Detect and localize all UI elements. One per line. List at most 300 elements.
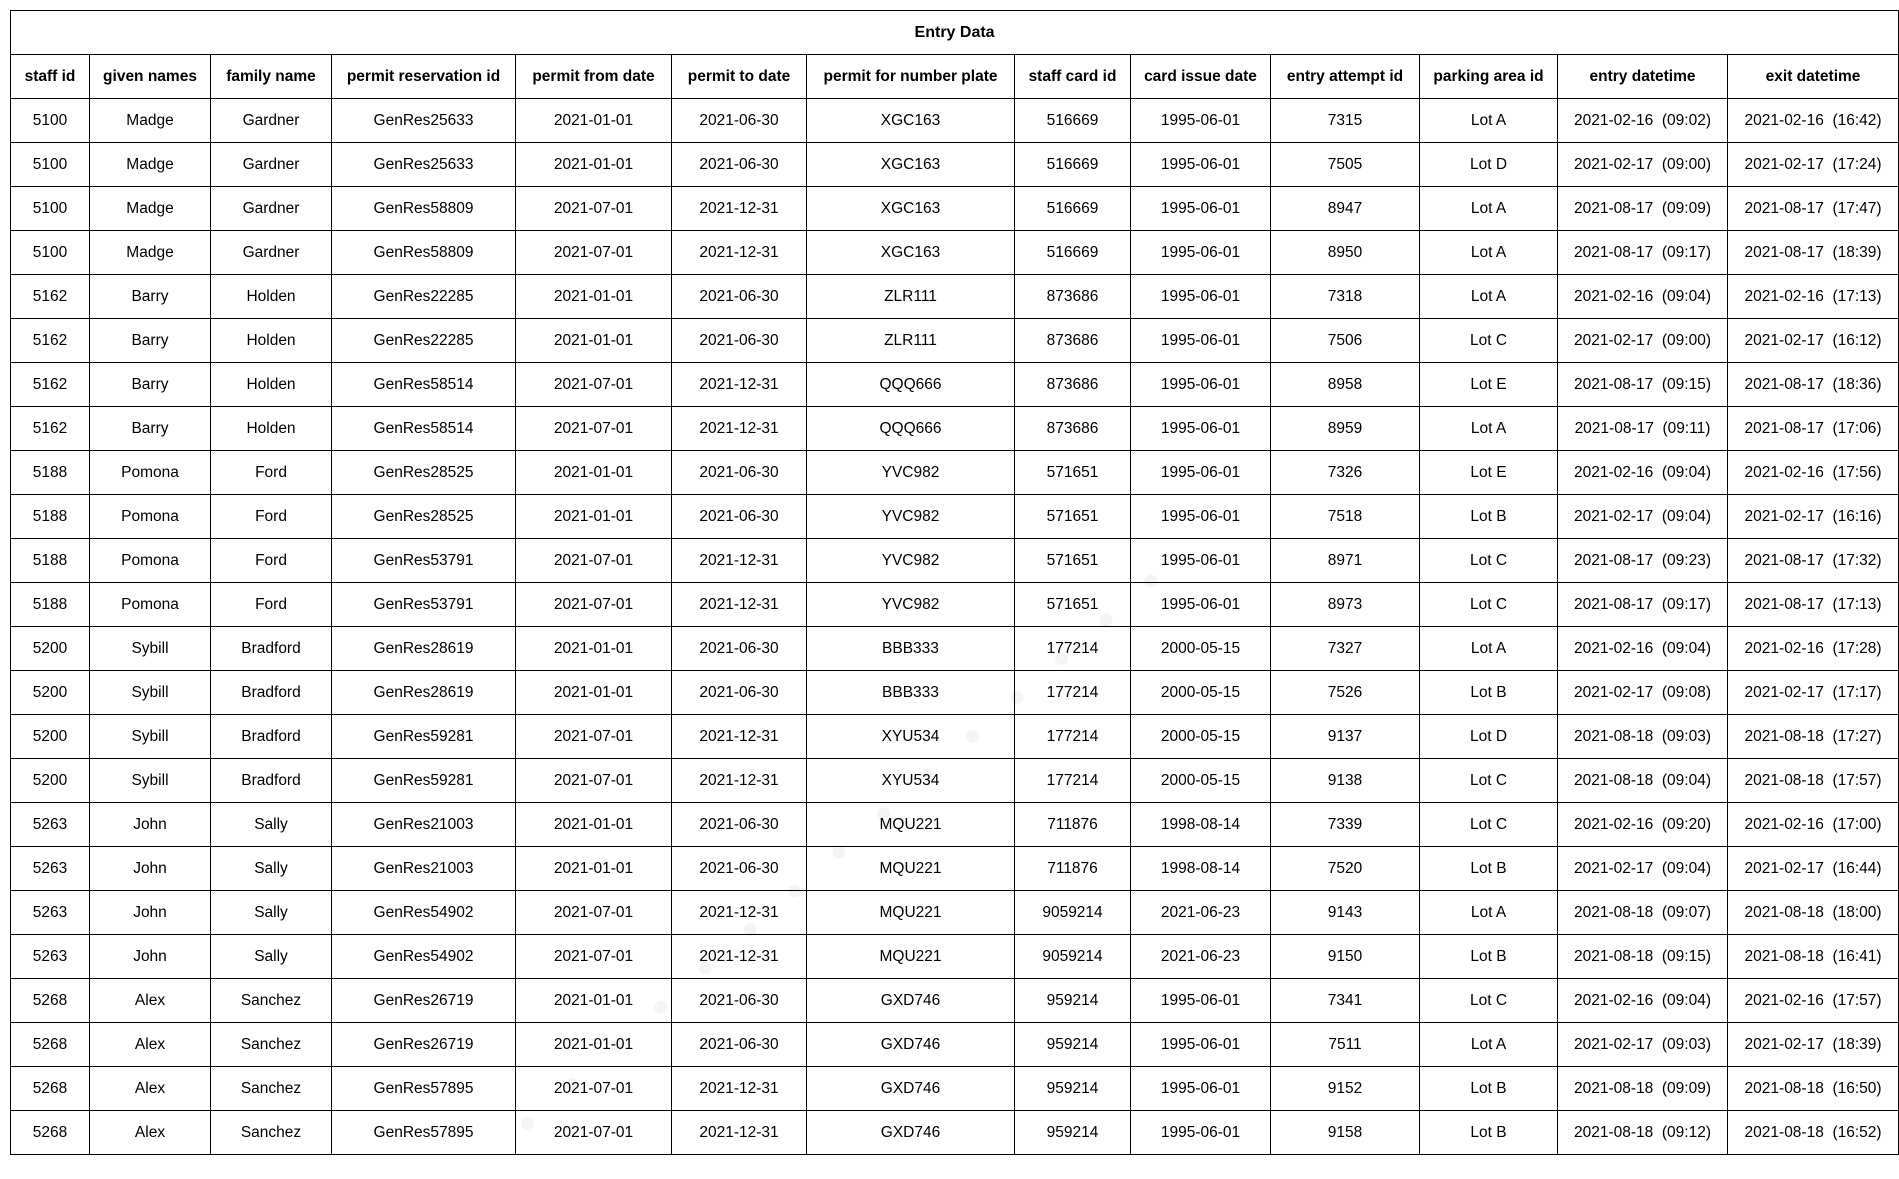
table-cell: 2021-01-01 [516,275,672,319]
table-cell: 1995-06-01 [1131,1023,1271,1067]
table-cell: Sally [211,803,332,847]
table-cell: 2021-02-17 (09:03) [1558,1023,1728,1067]
table-cell: 2021-02-17 (16:44) [1728,847,1899,891]
table-cell: Holden [211,363,332,407]
table-cell: 873686 [1015,319,1131,363]
table-cell: GenRes54902 [332,891,516,935]
table-cell: Sybill [90,627,211,671]
table-cell: 2021-08-17 (17:32) [1728,539,1899,583]
table-cell: 2021-08-17 (18:39) [1728,231,1899,275]
table-cell: GenRes59281 [332,715,516,759]
table-cell: 2021-12-31 [672,363,807,407]
table-cell: 2021-01-01 [516,1023,672,1067]
column-header: card issue date [1131,55,1271,99]
table-cell: 2021-02-17 (17:24) [1728,143,1899,187]
table-cell: Sally [211,935,332,979]
table-cell: 8959 [1271,407,1420,451]
table-cell: 1995-06-01 [1131,495,1271,539]
table-cell: 7341 [1271,979,1420,1023]
table-cell: 5268 [11,1111,90,1155]
table-cell: XYU534 [807,759,1015,803]
table-cell: Madge [90,143,211,187]
table-row [11,451,1899,495]
table-row [11,627,1899,671]
column-header: permit for number plate [807,55,1015,99]
table-cell: 2021-12-31 [672,407,807,451]
table-cell: 2021-02-17 (09:08) [1558,671,1728,715]
table-cell: 2021-07-01 [516,231,672,275]
table-cell: 2021-07-01 [516,891,672,935]
column-header: family name [211,55,332,99]
table-cell: 2021-01-01 [516,847,672,891]
table-cell: 2021-01-01 [516,979,672,1023]
table-row [11,407,1899,451]
column-header: given names [90,55,211,99]
table-cell: 1998-08-14 [1131,803,1271,847]
column-header: parking area id [1420,55,1558,99]
table-cell: 7526 [1271,671,1420,715]
table-cell: 2000-05-15 [1131,759,1271,803]
table-cell: 2021-08-17 (09:11) [1558,407,1728,451]
table-cell: YVC982 [807,583,1015,627]
table-cell: 2021-08-17 (09:15) [1558,363,1728,407]
table-cell: GenRes26719 [332,1023,516,1067]
table-cell: 2021-12-31 [672,539,807,583]
table-cell: 2021-12-31 [672,187,807,231]
table-cell: YVC982 [807,495,1015,539]
table-cell: Holden [211,407,332,451]
table-cell: 2021-12-31 [672,583,807,627]
table-cell: 711876 [1015,847,1131,891]
table-cell: Gardner [211,231,332,275]
table-cell: 1995-06-01 [1131,319,1271,363]
table-cell: 5162 [11,407,90,451]
table-cell: 2021-12-31 [672,935,807,979]
column-header: staff card id [1015,55,1131,99]
table-cell: Gardner [211,143,332,187]
table-cell: 1995-06-01 [1131,187,1271,231]
table-cell: Madge [90,99,211,143]
table-cell: 5100 [11,231,90,275]
table-row [11,539,1899,583]
table-cell: 2021-08-17 (09:09) [1558,187,1728,231]
column-header-row [11,55,1899,99]
table-cell: 7326 [1271,451,1420,495]
table-cell: 1995-06-01 [1131,539,1271,583]
table-row [11,319,1899,363]
table-cell: 2021-12-31 [672,1067,807,1111]
table-cell: 2021-02-16 (17:57) [1728,979,1899,1023]
table-cell: Holden [211,319,332,363]
table-cell: 7520 [1271,847,1420,891]
table-cell: 2021-07-01 [516,539,672,583]
table-cell: 8973 [1271,583,1420,627]
table-cell: Lot B [1420,495,1558,539]
table-cell: Alex [90,1067,211,1111]
table-cell: Barry [90,363,211,407]
table-cell: 9158 [1271,1111,1420,1155]
table-cell: 2021-08-17 (09:17) [1558,583,1728,627]
table-cell: 2021-02-17 (09:04) [1558,495,1728,539]
table-cell: Madge [90,187,211,231]
table-cell: Lot C [1420,539,1558,583]
table-cell: 2021-02-16 (09:04) [1558,275,1728,319]
table-cell: 711876 [1015,803,1131,847]
table-cell: 2021-08-18 (16:52) [1728,1111,1899,1155]
table-cell: 5263 [11,891,90,935]
table-cell: 2021-02-16 (17:28) [1728,627,1899,671]
table-cell: Lot B [1420,671,1558,715]
table-cell: 873686 [1015,363,1131,407]
table-cell: 1995-06-01 [1131,99,1271,143]
table-cell: 2021-02-17 (18:39) [1728,1023,1899,1067]
table-cell: 2021-08-18 (18:00) [1728,891,1899,935]
table-cell: ZLR111 [807,319,1015,363]
table-cell: 2021-07-01 [516,1067,672,1111]
table-cell: Lot D [1420,715,1558,759]
table-cell: Alex [90,1023,211,1067]
table-cell: 1995-06-01 [1131,1111,1271,1155]
table-cell: 2021-06-30 [672,847,807,891]
table-cell: 2021-06-30 [672,143,807,187]
table-cell: 2021-08-17 (09:23) [1558,539,1728,583]
table-cell: Sanchez [211,979,332,1023]
table-cell: GXD746 [807,979,1015,1023]
table-cell: 516669 [1015,143,1131,187]
table-cell: 1998-08-14 [1131,847,1271,891]
table-cell: 2021-08-18 (09:09) [1558,1067,1728,1111]
table-cell: GenRes26719 [332,979,516,1023]
table-row [11,99,1899,143]
table-cell: 5200 [11,759,90,803]
table-cell: 2021-02-16 (17:56) [1728,451,1899,495]
table-row [11,1023,1899,1067]
table-cell: 2021-07-01 [516,935,672,979]
table-title: Entry Data [11,11,1899,55]
table-cell: 9143 [1271,891,1420,935]
table-cell: 7506 [1271,319,1420,363]
table-cell: GenRes21003 [332,803,516,847]
table-cell: Gardner [211,187,332,231]
table-cell: ZLR111 [807,275,1015,319]
table-cell: 5200 [11,715,90,759]
table-cell: 1995-06-01 [1131,231,1271,275]
table-cell: Pomona [90,451,211,495]
table-cell: 1995-06-01 [1131,275,1271,319]
table-cell: 2021-02-16 (09:04) [1558,451,1728,495]
table-row [11,759,1899,803]
table-cell: GenRes28525 [332,495,516,539]
table-cell: GXD746 [807,1023,1015,1067]
table-cell: Bradford [211,627,332,671]
table-cell: 7339 [1271,803,1420,847]
table-cell: GenRes58809 [332,187,516,231]
table-cell: QQQ666 [807,407,1015,451]
table-cell: Pomona [90,583,211,627]
table-cell: QQQ666 [807,363,1015,407]
table-row [11,1111,1899,1155]
table-cell: 2021-08-18 (09:04) [1558,759,1728,803]
table-cell: Sally [211,847,332,891]
table-cell: 2021-01-01 [516,803,672,847]
table-cell: 2021-08-17 (17:06) [1728,407,1899,451]
table-cell: 9138 [1271,759,1420,803]
table-cell: Lot B [1420,1111,1558,1155]
table-cell: 8958 [1271,363,1420,407]
table-cell: 177214 [1015,759,1131,803]
table-cell: Bradford [211,671,332,715]
table-cell: Bradford [211,759,332,803]
table-cell: 2021-08-17 (17:13) [1728,583,1899,627]
table-cell: Lot E [1420,363,1558,407]
table-cell: 2021-08-18 (09:15) [1558,935,1728,979]
table-cell: 516669 [1015,187,1131,231]
table-row [11,363,1899,407]
table-cell: John [90,891,211,935]
table-cell: GenRes28525 [332,451,516,495]
table-cell: Pomona [90,495,211,539]
table-cell: Alex [90,979,211,1023]
table-cell: 1995-06-01 [1131,363,1271,407]
table-cell: Lot A [1420,187,1558,231]
table-cell: 7315 [1271,99,1420,143]
table-cell: 2021-01-01 [516,143,672,187]
table-cell: Lot A [1420,407,1558,451]
table-cell: 2021-06-30 [672,275,807,319]
table-cell: Pomona [90,539,211,583]
table-cell: GenRes57895 [332,1111,516,1155]
column-header: exit datetime [1728,55,1899,99]
table-cell: Sybill [90,715,211,759]
table-row [11,187,1899,231]
table-cell: XYU534 [807,715,1015,759]
table-cell: John [90,935,211,979]
table-cell: Madge [90,231,211,275]
table-cell: XGC163 [807,187,1015,231]
table-cell: 873686 [1015,275,1131,319]
table-cell: 516669 [1015,99,1131,143]
table-cell: GenRes58514 [332,407,516,451]
table-cell: GenRes54902 [332,935,516,979]
table-cell: GenRes58514 [332,363,516,407]
table-cell: MQU221 [807,803,1015,847]
table-cell: GenRes53791 [332,539,516,583]
table-cell: 1995-06-01 [1131,979,1271,1023]
table-cell: Lot E [1420,451,1558,495]
table-cell: 2021-06-30 [672,803,807,847]
table-row [11,935,1899,979]
table-cell: 2021-02-17 (16:16) [1728,495,1899,539]
table-cell: 2021-07-01 [516,187,672,231]
table-cell: Alex [90,1111,211,1155]
table-cell: Lot C [1420,583,1558,627]
table-cell: 2021-02-17 (09:00) [1558,319,1728,363]
table-cell: 571651 [1015,495,1131,539]
table-cell: Barry [90,319,211,363]
table-cell: 2021-06-30 [672,319,807,363]
table-row [11,583,1899,627]
table-row [11,143,1899,187]
table-cell: Ford [211,539,332,583]
table-cell: GXD746 [807,1111,1015,1155]
table-cell: 2021-08-18 (17:57) [1728,759,1899,803]
table-cell: 7327 [1271,627,1420,671]
table-cell: BBB333 [807,671,1015,715]
table-cell: 1995-06-01 [1131,583,1271,627]
table-cell: Sybill [90,671,211,715]
table-cell: 2021-08-18 (09:12) [1558,1111,1728,1155]
table-cell: GenRes28619 [332,671,516,715]
table-cell: 571651 [1015,539,1131,583]
table-cell: GenRes22285 [332,319,516,363]
table-cell: 9059214 [1015,891,1131,935]
table-cell: 2021-02-17 (17:17) [1728,671,1899,715]
table-cell: 2021-08-17 (09:17) [1558,231,1728,275]
table-cell: Holden [211,275,332,319]
table-cell: Lot D [1420,143,1558,187]
table-cell: Lot A [1420,1023,1558,1067]
table-cell: Ford [211,495,332,539]
table-cell: 2021-06-30 [672,451,807,495]
table-cell: Barry [90,275,211,319]
table-cell: MQU221 [807,935,1015,979]
table-cell: YVC982 [807,451,1015,495]
table-cell: Sanchez [211,1111,332,1155]
table-cell: 1995-06-01 [1131,451,1271,495]
table-cell: 2021-08-18 (17:27) [1728,715,1899,759]
table-cell: Lot A [1420,627,1558,671]
table-cell: 5200 [11,671,90,715]
table-cell: 177214 [1015,671,1131,715]
table-cell: 2021-06-23 [1131,935,1271,979]
table-cell: 2000-05-15 [1131,671,1271,715]
table-cell: 5188 [11,539,90,583]
table-cell: GenRes59281 [332,759,516,803]
table-cell: GenRes58809 [332,231,516,275]
table-cell: 5188 [11,495,90,539]
table-cell: Gardner [211,99,332,143]
table-cell: Lot B [1420,1067,1558,1111]
table-cell: Sanchez [211,1067,332,1111]
table-cell: 2021-06-30 [672,979,807,1023]
entry-data-table [10,10,1899,1155]
table-cell: 177214 [1015,715,1131,759]
column-header: permit from date [516,55,672,99]
table-row [11,847,1899,891]
table-cell: Sybill [90,759,211,803]
table-cell: 2021-06-30 [672,627,807,671]
table-cell: 2021-06-30 [672,99,807,143]
table-cell: GenRes57895 [332,1067,516,1111]
table-cell: Lot A [1420,231,1558,275]
table-cell: 5162 [11,319,90,363]
table-cell: Barry [90,407,211,451]
table-row [11,715,1899,759]
table-cell: 2021-08-17 (18:36) [1728,363,1899,407]
table-cell: 2021-06-30 [672,1023,807,1067]
table-cell: MQU221 [807,847,1015,891]
entry-data-sheet [10,10,1888,1155]
table-cell: Bradford [211,715,332,759]
table-cell: 5200 [11,627,90,671]
table-cell: 2021-01-01 [516,451,672,495]
table-cell: 2021-02-16 (09:02) [1558,99,1728,143]
column-header: entry datetime [1558,55,1728,99]
table-cell: 2021-06-23 [1131,891,1271,935]
table-cell: 2021-02-16 (17:00) [1728,803,1899,847]
table-cell: 8947 [1271,187,1420,231]
table-cell: 1995-06-01 [1131,1067,1271,1111]
table-cell: 2021-07-01 [516,715,672,759]
table-cell: 2021-01-01 [516,671,672,715]
table-cell: Lot B [1420,935,1558,979]
table-cell: 2000-05-15 [1131,715,1271,759]
table-row [11,891,1899,935]
column-header: entry attempt id [1271,55,1420,99]
table-cell: 5263 [11,935,90,979]
table-cell: 2021-12-31 [672,231,807,275]
table-cell: 7318 [1271,275,1420,319]
table-cell: 5162 [11,275,90,319]
table-cell: Lot C [1420,759,1558,803]
table-cell: Lot C [1420,803,1558,847]
table-cell: 2021-08-18 (09:03) [1558,715,1728,759]
table-cell: 2021-02-17 (09:04) [1558,847,1728,891]
table-cell: 2021-02-16 (09:20) [1558,803,1728,847]
table-row [11,671,1899,715]
table-cell: GenRes25633 [332,99,516,143]
column-header: permit to date [672,55,807,99]
table-cell: 2021-08-18 (16:50) [1728,1067,1899,1111]
table-cell: Sanchez [211,1023,332,1067]
table-cell: 959214 [1015,1111,1131,1155]
table-cell: BBB333 [807,627,1015,671]
column-header: permit reservation id [332,55,516,99]
table-cell: 2021-07-01 [516,363,672,407]
table-cell: XGC163 [807,99,1015,143]
table-row [11,979,1899,1023]
table-row [11,495,1899,539]
table-cell: 2021-12-31 [672,1111,807,1155]
column-header: staff id [11,55,90,99]
table-cell: 959214 [1015,979,1131,1023]
table-cell: 7505 [1271,143,1420,187]
table-cell: Lot C [1420,979,1558,1023]
table-cell: 2021-07-01 [516,1111,672,1155]
table-cell: Lot A [1420,275,1558,319]
table-cell: 8950 [1271,231,1420,275]
table-cell: Ford [211,583,332,627]
table-cell: 2021-01-01 [516,627,672,671]
table-cell: 2021-12-31 [672,715,807,759]
table-cell: 2021-02-16 (17:13) [1728,275,1899,319]
table-cell: 2021-06-30 [672,671,807,715]
table-body [11,99,1899,1155]
table-cell: 2021-01-01 [516,495,672,539]
table-cell: 2021-12-31 [672,759,807,803]
table-cell: 5188 [11,451,90,495]
table-cell: 571651 [1015,451,1131,495]
table-cell: 2000-05-15 [1131,627,1271,671]
table-cell: MQU221 [807,891,1015,935]
table-cell: 5268 [11,979,90,1023]
table-row [11,231,1899,275]
table-row [11,803,1899,847]
table-cell: 2021-07-01 [516,407,672,451]
table-cell: 7518 [1271,495,1420,539]
table-cell: 177214 [1015,627,1131,671]
table-cell: 959214 [1015,1067,1131,1111]
